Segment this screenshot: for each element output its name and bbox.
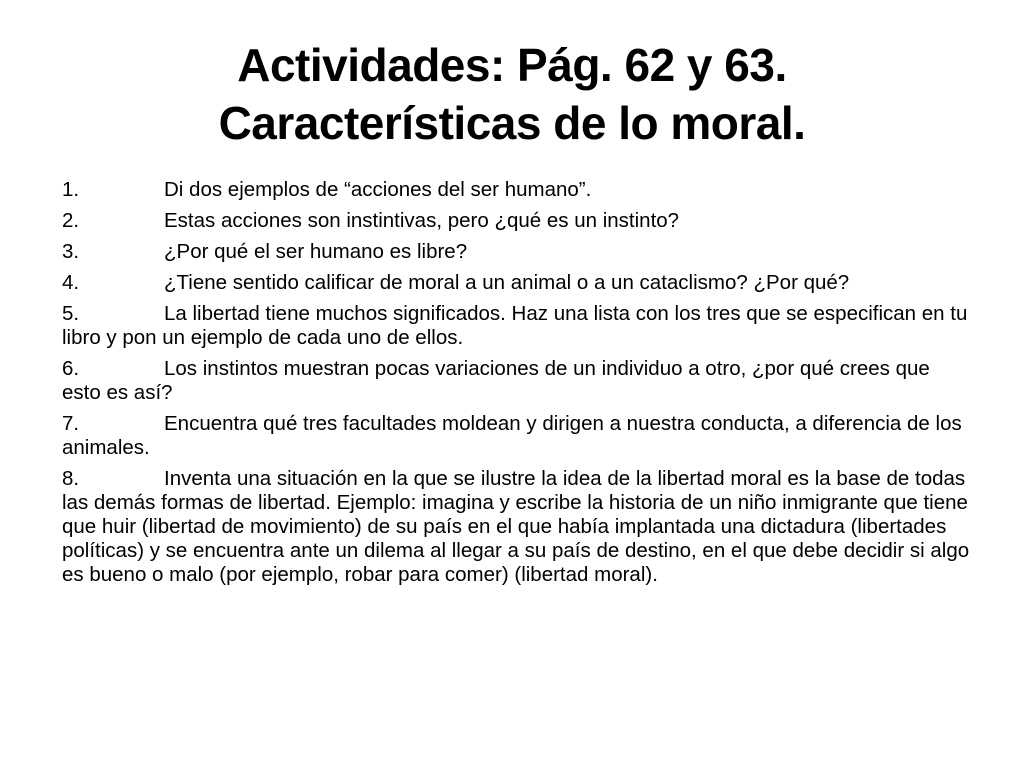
title-line-2: Características de lo moral. bbox=[218, 97, 806, 149]
item-number: 5. bbox=[62, 302, 80, 325]
item-text: La libertad tiene muchos significados. Haz una lista con los tres que se especifican en tu libro y pon un ejemplo de cada uno de ellos. bbox=[62, 302, 968, 349]
list-item bbox=[62, 357, 972, 405]
item-text: Estas acciones son instintivas, pero ¿qué es un instinto? bbox=[164, 209, 680, 232]
item-text: Inventa una situación en la que se ilustre la idea de la libertad moral es la base de todas las demás formas de libertad. Ejemplo: imagina y escribe la historia de un niño inmigrante que tiene que huir (libertad de movimiento) de su país en el que había implantada una dictadura (libertades políticas) y se encuentra ante un dilema al llegar a su país de destino, en el que debe decidir si algo es bueno o malo (por ejemplo, robar para comer) (libertad moral). bbox=[62, 467, 970, 586]
item-number: 1. bbox=[62, 178, 80, 201]
list-item bbox=[62, 240, 972, 264]
activity-list bbox=[62, 178, 972, 594]
item-text: Di dos ejemplos de “acciones del ser humano”. bbox=[164, 178, 592, 201]
list-item bbox=[62, 302, 972, 350]
item-number: 2. bbox=[62, 209, 80, 232]
title-line-1: Actividades: Pág. 62 y 63. bbox=[237, 39, 787, 91]
item-text: Encuentra qué tres facultades moldean y dirigen a nuestra conducta, a diferencia de los animales. bbox=[62, 412, 962, 459]
item-number: 8. bbox=[62, 467, 80, 490]
list-item bbox=[62, 467, 972, 587]
list-item bbox=[62, 178, 972, 202]
item-number: 4. bbox=[62, 271, 80, 294]
item-text: ¿Por qué el ser humano es libre? bbox=[164, 240, 468, 263]
list-item bbox=[62, 412, 972, 460]
slide-title bbox=[40, 36, 984, 152]
item-number: 6. bbox=[62, 357, 80, 380]
list-item bbox=[62, 209, 972, 233]
item-text: ¿Tiene sentido calificar de moral a un animal o a un cataclismo? ¿Por qué? bbox=[164, 271, 850, 294]
list-item bbox=[62, 271, 972, 295]
item-number: 7. bbox=[62, 412, 80, 435]
item-number: 3. bbox=[62, 240, 80, 263]
item-text: Los instintos muestran pocas variaciones de un individuo a otro, ¿por qué crees que esto es así? bbox=[62, 357, 930, 404]
